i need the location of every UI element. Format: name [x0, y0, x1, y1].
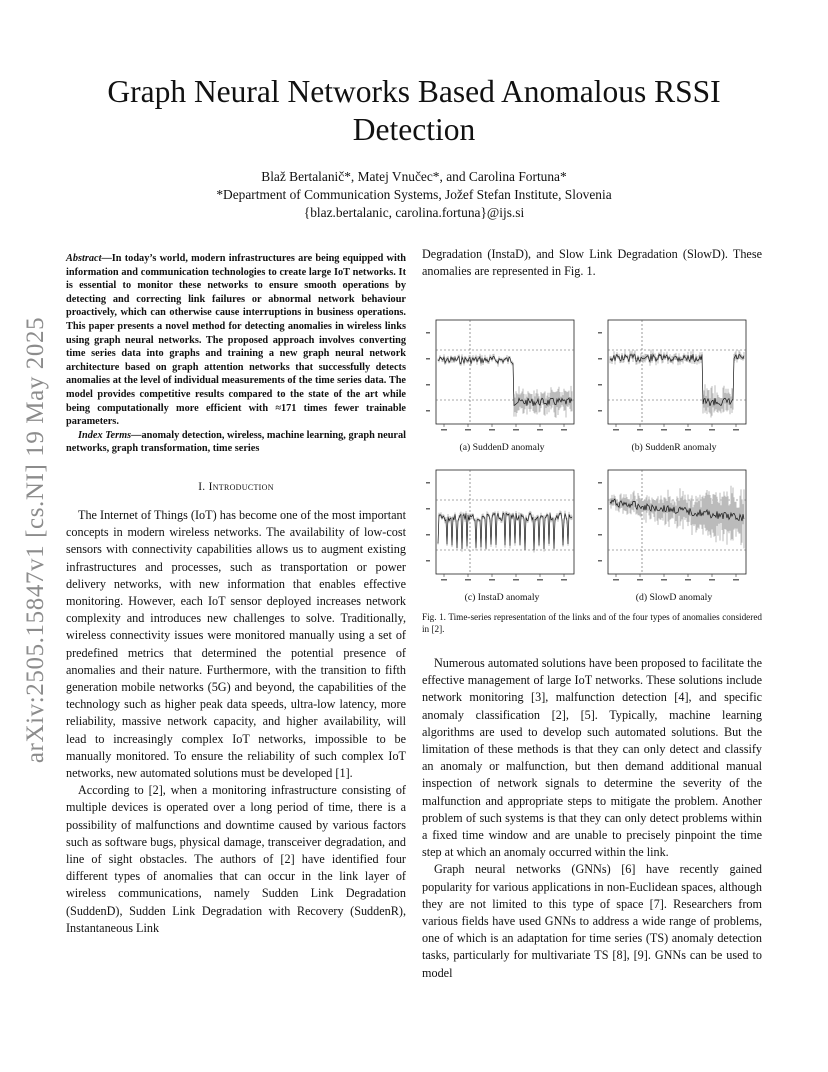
figure-panel-c — [422, 462, 582, 604]
arxiv-watermark — [14, 300, 58, 780]
plot-suddenr — [594, 312, 754, 440]
panel-caption: (b) SuddenR anomaly — [631, 442, 717, 453]
panel-caption: (a) SuddenD anomaly — [459, 442, 545, 453]
emails: {blaz.bertalanic, carolina.fortuna}@ijs.si — [303, 205, 525, 220]
paragraph: Numerous automated solutions have been proposed to facilitate the effective management of large IoT networks. These solutions include network monitoring [3], malfunction detection [4], and specific anomaly classification [2], [5]. Typically, machine learning algorithms are used to develop such automated solutions. But the limitation of these methods is that they can only detect and classify an anomaly or malfunction, but then demand additional manual inspection of network signals to determine the severity of the malfunction and appropriate steps to mitigate the problem. Another problem of such systems is that they can only detect problems within a fixed time window and are unable to precisely pinpoint the time step at which an anomaly occurred within the link. — [422, 656, 762, 860]
plot-instad — [422, 462, 582, 590]
paragraph: The Internet of Things (IoT) has become one of the most important concepts in modern wireless networks. The availability of low-cost sensors with connectivity capabilities allows us to augment existing infrastructures and processes, such as transportation or power delivery networks, with new information that enables effective monitoring. However, each IoT sensor deployed increases network complexity and introduces new challenges to solve. Traditionally, wireless connectivity issues were monitored manually using a set of predefined metrics that determined the potential presence of anomalies and their nature. Furthermore, with the transition to fifth generation mobile networks (5G) and beyond, the capabilities of the technology such as higher peak data speeds, ultra-low latency, more reliability, massive network capacity, and higher availability, will lead to increasingly complex IoT networks, impossible to be manually monitored. To ensure the reliability of such complex IoT networks, new automated solutions must be developed [1]. — [66, 507, 406, 780]
figure-caption: Fig. 1. Time-series representation of the links and of the four types of anomalies considered in [2]. — [422, 612, 762, 634]
plot-slowd — [594, 462, 754, 590]
index-terms-label: Index Terms — [78, 429, 132, 441]
right-column-top — [422, 246, 762, 280]
paragraph: According to [2], when a monitoring infrastructure consisting of multiple devices is operated over a long period of time, there is a possibility of malfunctions and downtime caused by various factors such as software bugs, physical damage, transceiver degradation, and line of sight obstacles. The authors of [2] have identified four different types of anomalies that can occur in the link layer of wireless communications, namely Sudden Link Degradation (SuddenD), Sudden Link Degradation with Recovery (SuddenR), Instantaneous Link — [66, 783, 406, 935]
figure-1 — [422, 312, 762, 642]
figure-panel-b — [594, 312, 754, 454]
index-terms — [66, 429, 406, 456]
section-title: Introduction — [208, 480, 274, 493]
author-block — [70, 168, 758, 222]
plot-suddend — [422, 312, 582, 440]
abstract — [66, 252, 406, 429]
section-heading — [66, 481, 406, 493]
abstract-text: —In today’s world, modern infrastructures are being equipped with information and communication technologies to create large IoT networks. It is essential to monitor these networks to ensure smooth operations by detecting and correcting link failures or abnormal network behaviour proactively, which can otherwise cause interruptions in business operations. This paper presents a novel method for detecting anomalies in wireless links using graph neural networks. The proposed approach involves converting time series data into graphs and training a new graph neural network architecture based on graph attention networks that successfully detects anomalies at the level of individual measurements of the time series data. The model provides competitive results compared to the state of the art while being computationally more efficient with ≈171 times fewer trainable parameters. — [66, 253, 406, 428]
paper-title: Graph Neural Networks Based Anomalous RSSI Detection — [107, 74, 721, 147]
paragraph: Graph neural networks (GNNs) [6] have recently gained popularity for various applications in non-Euclidean spaces, although they are not limited to this type of space [7]. Researchers from various fields have used GNNs to address a wide range of problems, one of which is an adaptation for time series (TS) anomaly detection tasks, particularly for multivariate TS [8], [9]. GNNs can be used to model — [422, 862, 762, 980]
figure-panel-a — [422, 312, 582, 454]
author-names: Blaž Bertalanič*, Matej Vnučec*, and Carolina Fortuna* — [261, 169, 567, 184]
affiliation: *Department of Communication Systems, Jožef Stefan Institute, Slovenia — [216, 187, 612, 202]
left-column — [66, 252, 406, 937]
arxiv-id: arXiv:2505.15847v1 [cs.NI] 19 May 2025 — [22, 316, 50, 764]
section-number: I. — [198, 480, 209, 493]
panel-caption: (c) InstaD anomaly — [464, 592, 540, 603]
index-terms-text: —anomaly detection, wireless, machine learning, graph neural networks, graph transformation, time series — [66, 429, 406, 455]
paragraph: Degradation (InstaD), and Slow Link Degradation (SlowD). These anomalies are represented in Fig. 1. — [422, 247, 762, 279]
figure-panel-d — [594, 462, 754, 604]
right-column-bottom — [422, 655, 762, 982]
abstract-label: Abstract — [66, 253, 102, 264]
panel-caption: (d) SlowD anomaly — [635, 592, 713, 603]
